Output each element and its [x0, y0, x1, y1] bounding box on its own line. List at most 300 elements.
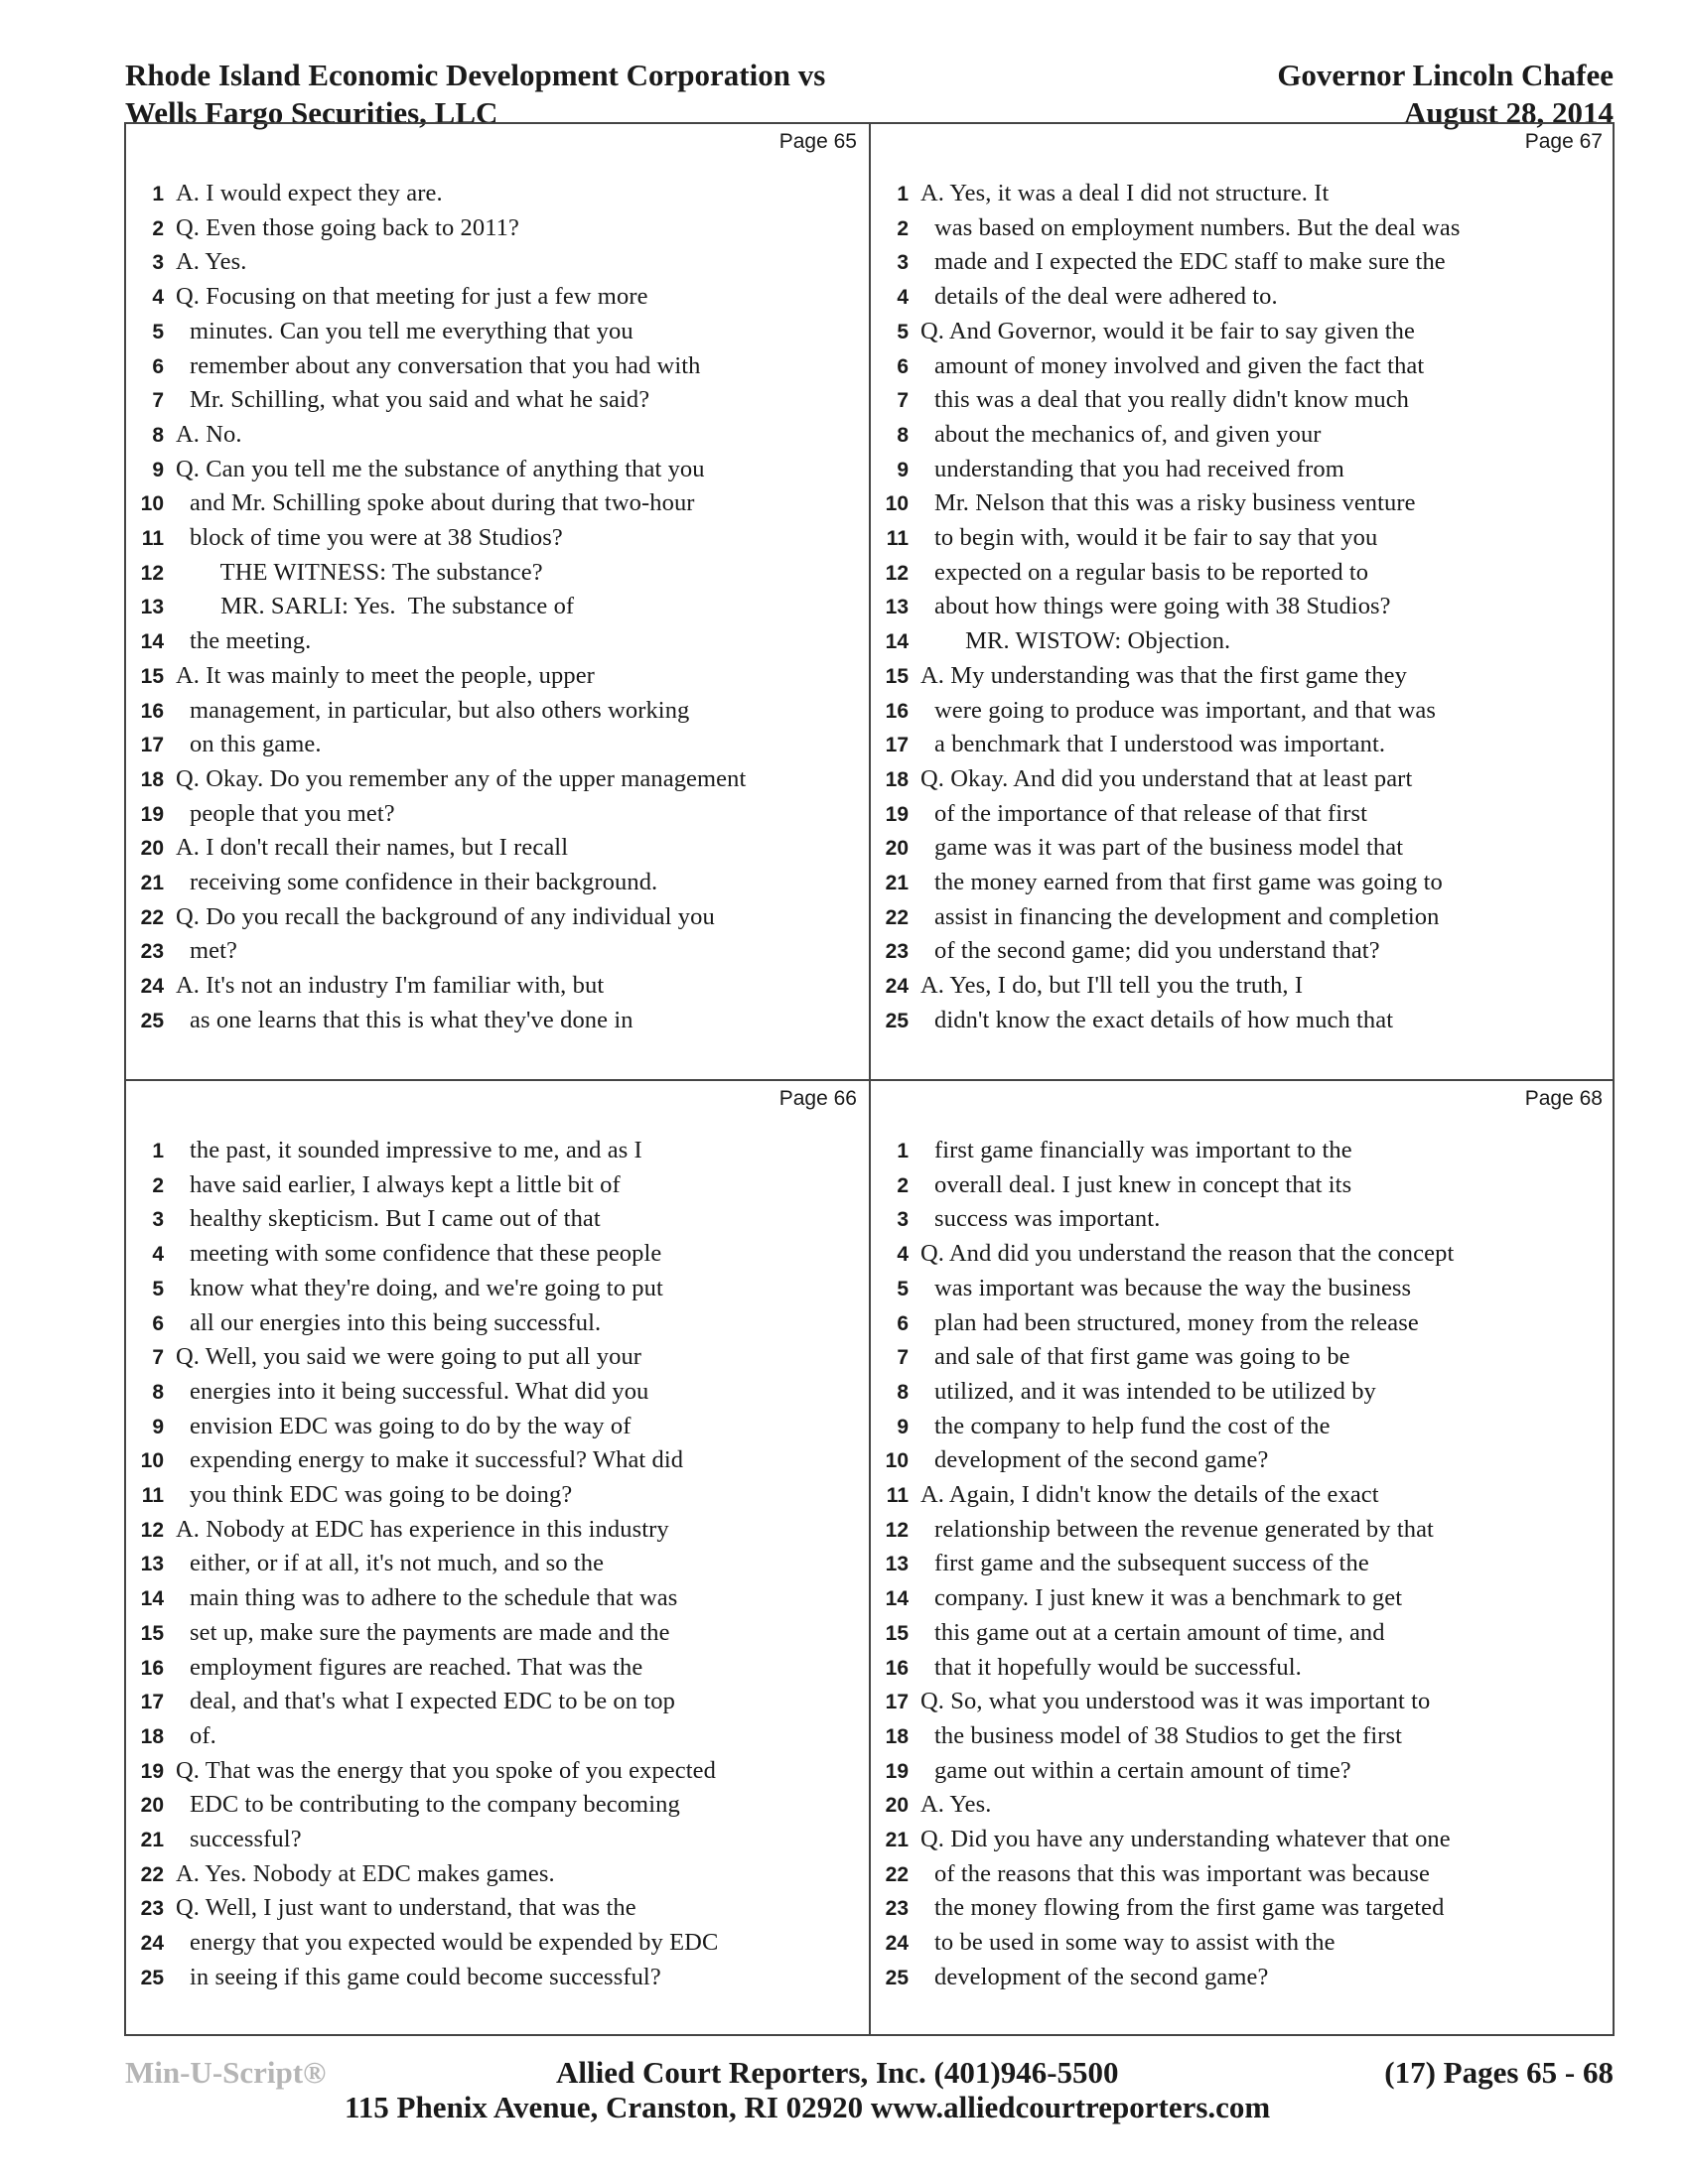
line-text: envision EDC was going to do by the way of [190, 1412, 632, 1439]
line-number: 18 [140, 1724, 164, 1748]
line-number: 12 [140, 561, 164, 585]
transcript-line [871, 1171, 1615, 1205]
line-number: 25 [885, 1966, 909, 1989]
transcript-line [126, 1619, 869, 1653]
line-text: assist in financing the development and completion [934, 902, 1440, 930]
transcript-line [871, 318, 1615, 351]
transcript-line [871, 972, 1615, 1006]
transcript-line [871, 765, 1615, 799]
page-number: Page 65 [778, 130, 857, 153]
line-text: Q. Well, you said we were going to put all your [176, 1343, 642, 1371]
transcript-line [871, 800, 1615, 834]
transcript-line [126, 1929, 869, 1963]
line-text: A. Again, I didn't know the details of the exact [920, 1481, 1379, 1508]
transcript-line [126, 1550, 869, 1583]
transcript-page [126, 124, 869, 1079]
line-text: A. I don't recall their names, but I recall [176, 834, 569, 862]
transcript-line [871, 1757, 1615, 1791]
line-text: were going to produce was important, and that was [934, 696, 1436, 724]
line-number: 2 [152, 1173, 164, 1197]
line-text: about the mechanics of, and given your [934, 420, 1322, 448]
line-number: 13 [140, 1553, 164, 1576]
line-text: THE WITNESS: The substance? [190, 558, 543, 586]
line-text: the money earned from that first game was going to [934, 869, 1443, 895]
transcript-line [126, 1894, 869, 1928]
transcript-line [126, 283, 869, 317]
line-number: 22 [140, 1862, 164, 1886]
transcript-line [126, 352, 869, 386]
line-text: A. It's not an industry I'm familiar with, but [176, 972, 605, 1000]
line-number: 8 [897, 1380, 909, 1404]
line-number: 18 [885, 767, 909, 791]
transcript-line [126, 1343, 869, 1377]
transcript-line [126, 456, 869, 489]
line-text: and Mr. Schilling spoke about during that two-hour [190, 489, 695, 517]
line-number: 11 [886, 1484, 909, 1507]
line-text: A. Yes. Nobody at EDC makes games. [176, 1859, 555, 1887]
line-number: 24 [140, 975, 164, 999]
line-text: management, in particular, but also others working [190, 696, 690, 724]
transcript-line [126, 1722, 869, 1756]
line-number: 23 [140, 1897, 164, 1921]
transcript-line [126, 1413, 869, 1446]
transcript-line [871, 1964, 1615, 1997]
transcript-line [871, 248, 1615, 282]
line-number: 11 [141, 527, 164, 550]
transcript-line [126, 1137, 869, 1170]
transcript-line [871, 1550, 1615, 1583]
line-text: A. Yes. [176, 248, 247, 276]
line-text: have said earlier, I always kept a little bit of [190, 1170, 621, 1198]
line-number: 1 [897, 1140, 909, 1162]
line-number: 11 [886, 527, 909, 550]
line-text: successful? [190, 1826, 302, 1852]
line-number: 9 [152, 458, 164, 481]
line-number: 2 [897, 216, 909, 240]
transcript-page [871, 124, 1615, 1079]
transcript-line [126, 1688, 869, 1721]
line-text: you think EDC was going to be doing? [190, 1481, 573, 1508]
line-text: as one learns that this is what they've done in [190, 1006, 633, 1033]
transcript-line [126, 1791, 869, 1825]
line-text: MR. WISTOW: Objection. [934, 627, 1231, 655]
line-number: 21 [885, 872, 909, 894]
line-text: MR. SARLI: Yes. The substance of [190, 593, 575, 620]
line-text: and sale of that first game was going to be [934, 1343, 1350, 1371]
line-number: 24 [140, 1932, 164, 1956]
line-number: 7 [897, 1346, 909, 1370]
transcript-line [126, 318, 869, 351]
line-number: 24 [885, 975, 909, 999]
line-text: block of time you were at 38 Studios? [190, 524, 563, 551]
transcript-line [126, 1205, 869, 1239]
line-text: was based on employment numbers. But the deal was [934, 213, 1461, 241]
line-text: A. Nobody at EDC has experience in this industry [176, 1515, 669, 1543]
transcript-line [871, 1654, 1615, 1688]
line-number: 7 [152, 1346, 164, 1370]
transcript-line [126, 1007, 869, 1040]
line-text: set up, make sure the payments are made and the [190, 1618, 670, 1646]
transcript-line [126, 1309, 869, 1343]
line-text: people that you met? [190, 799, 395, 827]
page-number: Page 66 [778, 1087, 857, 1110]
line-number: 23 [140, 940, 164, 964]
transcript-line [871, 1584, 1615, 1618]
transcript-line [126, 559, 869, 593]
transcript-line [126, 662, 869, 696]
line-text: met? [190, 937, 238, 965]
line-text: deal, and that's what I expected EDC to be on top [190, 1688, 675, 1715]
transcript-line [871, 1137, 1615, 1170]
line-text: utilized, and it was intended to be utilized by [934, 1377, 1376, 1405]
line-text: the business model of 38 Studios to get the first [934, 1721, 1403, 1749]
line-number: 5 [152, 1277, 164, 1300]
line-number: 2 [152, 216, 164, 240]
line-number: 7 [152, 389, 164, 413]
transcript-line [126, 1481, 869, 1515]
line-number: 23 [885, 1897, 909, 1921]
line-text: didn't know the exact details of how much that [934, 1006, 1394, 1033]
transcript-line [871, 834, 1615, 868]
line-text: know what they're doing, and we're going to put [190, 1274, 663, 1301]
line-text: Q. Well, I just want to understand, that was the [176, 1894, 636, 1922]
transcript-line [871, 1275, 1615, 1308]
transcript-line [871, 697, 1615, 731]
transcript-line [126, 248, 869, 282]
line-number: 25 [140, 1009, 164, 1032]
line-number: 6 [897, 354, 909, 378]
line-number: 12 [885, 561, 909, 585]
line-number: 1 [152, 1140, 164, 1162]
line-number: 5 [897, 1277, 909, 1300]
line-text: expected on a regular basis to be reported to [934, 558, 1369, 586]
line-text: understanding that you had received from [934, 455, 1344, 482]
transcript-line [871, 1722, 1615, 1756]
line-text: energy that you expected would be expended by EDC [190, 1929, 719, 1957]
line-number: 20 [140, 1794, 164, 1818]
transcript-line [871, 421, 1615, 455]
line-text: minutes. Can you tell me everything that you [190, 317, 633, 344]
line-number: 10 [140, 1449, 164, 1473]
line-text: about how things were going with 38 Studios? [934, 593, 1391, 620]
line-number: 8 [152, 1380, 164, 1404]
transcript-line [871, 593, 1615, 626]
transcript-line [871, 1240, 1615, 1274]
line-number: 5 [152, 320, 164, 343]
transcript-line [871, 352, 1615, 386]
line-text: energies into it being successful. What did you [190, 1377, 649, 1405]
transcript-line [871, 869, 1615, 902]
line-text: EDC to be contributing to the company becoming [190, 1791, 680, 1819]
transcript-line [126, 765, 869, 799]
transcript-line [126, 937, 869, 971]
line-text: the meeting. [190, 627, 312, 655]
line-text: first game and the subsequent success of the [934, 1550, 1369, 1577]
line-text: either, or if at all, it's not much, and so the [190, 1550, 605, 1577]
transcript-line [126, 1171, 869, 1205]
line-text: to begin with, would it be fair to say that you [934, 524, 1378, 551]
line-number: 1 [897, 183, 909, 205]
line-text: this was a deal that you really didn't know much [934, 386, 1410, 414]
line-text: of. [190, 1721, 216, 1749]
line-number: 9 [897, 458, 909, 481]
transcript-line [871, 180, 1615, 213]
transcript-line [871, 903, 1615, 937]
transcript-line [126, 489, 869, 523]
line-number: 6 [897, 1311, 909, 1335]
transcript-line [871, 937, 1615, 971]
line-number: 16 [885, 1656, 909, 1680]
line-number: 17 [885, 1691, 909, 1714]
transcript-page [126, 1081, 869, 2034]
line-number: 3 [152, 251, 164, 275]
line-text: a benchmark that I understood was important. [934, 731, 1386, 758]
line-text: relationship between the revenue generated by that [934, 1515, 1434, 1543]
line-text: receiving some confidence in their background. [190, 869, 658, 895]
transcript-line [871, 1446, 1615, 1480]
line-number: 3 [152, 1208, 164, 1232]
line-number: 7 [897, 389, 909, 413]
line-number: 12 [885, 1518, 909, 1542]
line-number: 22 [140, 905, 164, 929]
line-number: 14 [885, 630, 909, 654]
line-number: 13 [885, 596, 909, 619]
line-number: 15 [140, 664, 164, 688]
line-number: 19 [885, 802, 909, 826]
line-text: made and I expected the EDC staff to make sure the [934, 248, 1446, 276]
transcript-line [871, 489, 1615, 523]
transcript-line [126, 421, 869, 455]
line-number: 13 [140, 596, 164, 619]
transcript-line [126, 1275, 869, 1308]
line-text: overall deal. I just knew in concept that its [934, 1170, 1352, 1198]
transcript-line [871, 1343, 1615, 1377]
line-number: 21 [885, 1829, 909, 1851]
transcript-line [871, 214, 1615, 248]
line-number: 25 [140, 1966, 164, 1989]
line-text: that it hopefully would be successful. [934, 1653, 1302, 1681]
line-number: 13 [885, 1553, 909, 1576]
transcript-line [126, 1654, 869, 1688]
case-title-line-1: Rhode Island Economic Development Corporation vs [125, 58, 826, 92]
transcript-line [126, 903, 869, 937]
line-text: remember about any conversation that you had with [190, 351, 701, 379]
transcript-line [126, 1860, 869, 1894]
line-text: meeting with some confidence that these people [190, 1240, 662, 1268]
line-number: 23 [885, 940, 909, 964]
line-number: 18 [885, 1724, 909, 1748]
line-text: Q. Focusing on that meeting for just a few more [176, 283, 648, 311]
transcript-line [871, 1516, 1615, 1550]
transcript-line [871, 1413, 1615, 1446]
case-title-line-2: Wells Fargo Securities, LLC [125, 95, 498, 130]
line-number: 4 [152, 286, 164, 310]
transcript-line [871, 524, 1615, 558]
line-text: A. Yes, I do, but I'll tell you the truth, I [920, 972, 1304, 1000]
line-text: plan had been structured, money from the release [934, 1308, 1419, 1336]
line-text: development of the second game? [934, 1446, 1269, 1474]
line-number: 6 [152, 354, 164, 378]
line-number: 15 [885, 664, 909, 688]
transcript-line [126, 697, 869, 731]
line-number: 24 [885, 1932, 909, 1956]
transcript-line [871, 1826, 1615, 1859]
transcript-line [126, 800, 869, 834]
transcript-line [126, 627, 869, 661]
line-number: 21 [140, 1829, 164, 1851]
transcript-line [126, 214, 869, 248]
line-number: 17 [140, 734, 164, 757]
line-text: A. Yes, it was a deal I did not structure. It [920, 180, 1330, 206]
line-number: 10 [140, 492, 164, 516]
line-text: first game financially was important to the [934, 1137, 1352, 1163]
line-text: to be used in some way to assist with the [934, 1929, 1336, 1957]
line-text: A. My understanding was that the first game they [920, 661, 1407, 689]
line-text: Q. Do you recall the background of any individual you [176, 902, 715, 930]
transcript-line [126, 1757, 869, 1791]
transcript-line [871, 1929, 1615, 1963]
line-number: 19 [140, 1759, 164, 1783]
line-text: Q. Okay. Do you remember any of the upper management [176, 764, 747, 792]
line-number: 14 [885, 1587, 909, 1611]
line-text: expending energy to make it successful? What did [190, 1446, 684, 1474]
line-text: Q. And did you understand the reason that the concept [920, 1240, 1455, 1268]
transcript-line [126, 1826, 869, 1859]
transcript-line [126, 524, 869, 558]
line-text: all our energies into this being successful. [190, 1308, 602, 1336]
line-number: 16 [885, 699, 909, 723]
line-text: the money flowing from the first game was targeted [934, 1894, 1445, 1922]
deponent-name: Governor Lincoln Chafee [1277, 58, 1614, 92]
line-text: A. I would expect they are. [176, 180, 443, 206]
line-number: 2 [897, 1173, 909, 1197]
line-number: 5 [897, 320, 909, 343]
transcript-line [871, 386, 1615, 420]
transcript-line [126, 1240, 869, 1274]
line-text: the company to help fund the cost of the [934, 1412, 1331, 1439]
line-text: was important was because the way the business [934, 1274, 1412, 1301]
line-text: success was important. [934, 1205, 1161, 1233]
transcript-line [871, 662, 1615, 696]
reporter-company: Allied Court Reporters, Inc. (401)946-5500 [556, 2055, 1119, 2090]
line-text: development of the second game? [934, 1963, 1269, 1990]
line-number: 12 [140, 1518, 164, 1542]
line-text: Q. So, what you understood was it was important to [920, 1688, 1431, 1715]
transcript-line [126, 834, 869, 868]
line-text: game out within a certain amount of time? [934, 1756, 1351, 1784]
line-text: details of the deal were adhered to. [934, 283, 1278, 311]
transcript-line [871, 627, 1615, 661]
transcript-line [871, 559, 1615, 593]
line-number: 4 [897, 286, 909, 310]
line-number: 8 [897, 423, 909, 447]
line-text: A. It was mainly to meet the people, upper [176, 661, 595, 689]
line-number: 16 [140, 699, 164, 723]
line-number: 25 [885, 1009, 909, 1032]
line-number: 11 [141, 1484, 164, 1507]
line-text: A. No. [176, 420, 242, 448]
line-text: Mr. Schilling, what you said and what he said? [190, 386, 650, 414]
transcript-line [126, 1378, 869, 1412]
line-text: Mr. Nelson that this was a risky business venture [934, 489, 1416, 517]
line-text: of the importance of that release of that first [934, 799, 1367, 827]
transcript-line [871, 456, 1615, 489]
line-number: 16 [140, 1656, 164, 1680]
page-range: (17) Pages 65 - 68 [1384, 2055, 1614, 2090]
line-number: 20 [885, 1794, 909, 1818]
line-number: 10 [885, 1449, 909, 1473]
transcript-line [126, 1516, 869, 1550]
line-text: main thing was to adhere to the schedule that was [190, 1584, 678, 1612]
line-number: 10 [885, 492, 909, 516]
transcript-line [126, 1584, 869, 1618]
line-number: 3 [897, 1208, 909, 1232]
transcript-line [871, 1688, 1615, 1721]
line-text: the past, it sounded impressive to me, and as I [190, 1137, 642, 1163]
transcript-line [126, 180, 869, 213]
line-number: 4 [152, 1243, 164, 1267]
line-text: company. I just knew it was a benchmark to get [934, 1584, 1403, 1612]
line-text: Q. Did you have any understanding whatever that one [920, 1826, 1451, 1852]
transcript-grid [124, 122, 1615, 2036]
line-text: Q. That was the energy that you spoke of you expected [176, 1756, 716, 1784]
page-number: Page 68 [1524, 1087, 1603, 1110]
transcript-line [871, 1481, 1615, 1515]
transcript-line [871, 1378, 1615, 1412]
line-number: 15 [140, 1621, 164, 1645]
line-number: 17 [885, 734, 909, 757]
line-text: employment figures are reached. That was the [190, 1653, 643, 1681]
line-text: Q. Can you tell me the substance of anything that you [176, 455, 705, 482]
line-number: 14 [140, 1587, 164, 1611]
line-number: 19 [885, 1759, 909, 1783]
line-number: 20 [885, 837, 909, 861]
transcript-line [871, 1894, 1615, 1928]
line-number: 8 [152, 423, 164, 447]
transcript-line [126, 593, 869, 626]
line-text: this game out at a certain amount of time, and [934, 1618, 1385, 1646]
transcript-line [871, 731, 1615, 764]
line-number: 21 [140, 872, 164, 894]
line-number: 18 [140, 767, 164, 791]
transcript-line [871, 1791, 1615, 1825]
transcript-line [126, 386, 869, 420]
line-text: in seeing if this game could become successful? [190, 1963, 661, 1990]
line-text: amount of money involved and given the fact that [934, 351, 1425, 379]
line-number: 6 [152, 1311, 164, 1335]
transcript-page [871, 1081, 1615, 2034]
line-number: 20 [140, 837, 164, 861]
page-number: Page 67 [1524, 130, 1603, 153]
transcript-line [871, 283, 1615, 317]
line-number: 9 [152, 1415, 164, 1438]
transcript-line [126, 869, 869, 902]
line-number: 9 [897, 1415, 909, 1438]
line-text: game was it was part of the business model that [934, 834, 1404, 862]
transcript-line [126, 731, 869, 764]
line-number: 1 [152, 183, 164, 205]
line-text: Q. And Governor, would it be fair to say given the [920, 317, 1416, 344]
line-number: 17 [140, 1691, 164, 1714]
min-u-script-brand: Min-U-Script® [125, 2055, 327, 2090]
transcript-line [871, 1205, 1615, 1239]
line-text: of the second game; did you understand that? [934, 937, 1380, 965]
transcript-line [871, 1007, 1615, 1040]
transcript-line [871, 1619, 1615, 1653]
line-number: 3 [897, 251, 909, 275]
transcript-line [126, 1446, 869, 1480]
line-text: A. Yes. [920, 1791, 992, 1819]
